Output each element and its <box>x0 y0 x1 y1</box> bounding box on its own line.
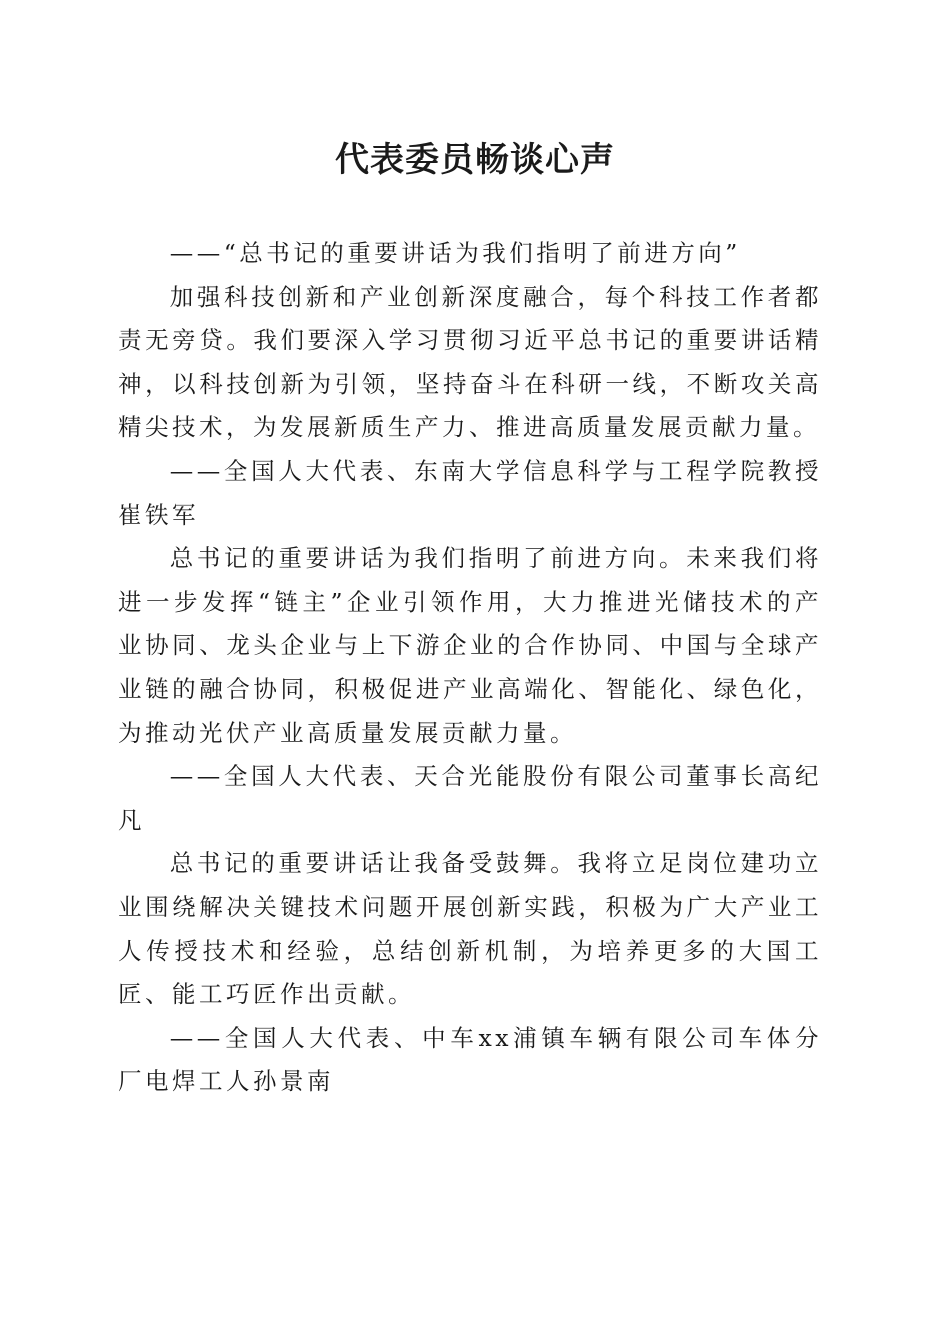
headline-quote: ——“总书记的重要讲话为我们指明了前进方向” <box>169 239 741 267</box>
speaker-attribution: ——全国人大代表、中车xx浦镇车辆有限公司车体分厂电焊工人孙景南 <box>118 1023 822 1096</box>
page-title: 代表委员畅谈心声 <box>335 140 615 180</box>
statement-paragraph: 加强科技创新和产业创新深度融合，每个科技工作者都责无旁贷。我们要深入学习贯彻习近平总书记的重要讲话精神，以科技创新为引领，坚持奋斗在科研一线，不断攻关高精尖技术，为发展新质生产力、推进高质量发展贡献力量。 <box>118 282 822 442</box>
statement-paragraph: 总书记的重要讲话为我们指明了前进方向。未来我们将进一步发挥“链主”企业引领作用，大力推进光储技术的产业协同、龙头企业与上下游企业的合作协同、中国与全球产业链的融合协同，积极促进产业高端化、智能化、绿色化，为推动光伏产业高质量发展贡献力量。 <box>118 544 822 747</box>
speaker-attribution: ——全国人大代表、东南大学信息科学与工程学院教授崔铁军 <box>118 456 822 529</box>
document-body <box>118 232 822 1104</box>
statement-paragraph: 总书记的重要讲话让我备受鼓舞。我将立足岗位建功立业围绕解决关键技术问题开展创新实践，积极为广大产业工人传授技术和经验，总结创新机制，为培养更多的大国工匠、能工巧匠作出贡献。 <box>118 849 822 1009</box>
speaker-attribution: ——全国人大代表、天合光能股份有限公司董事长高纪凡 <box>118 762 822 834</box>
